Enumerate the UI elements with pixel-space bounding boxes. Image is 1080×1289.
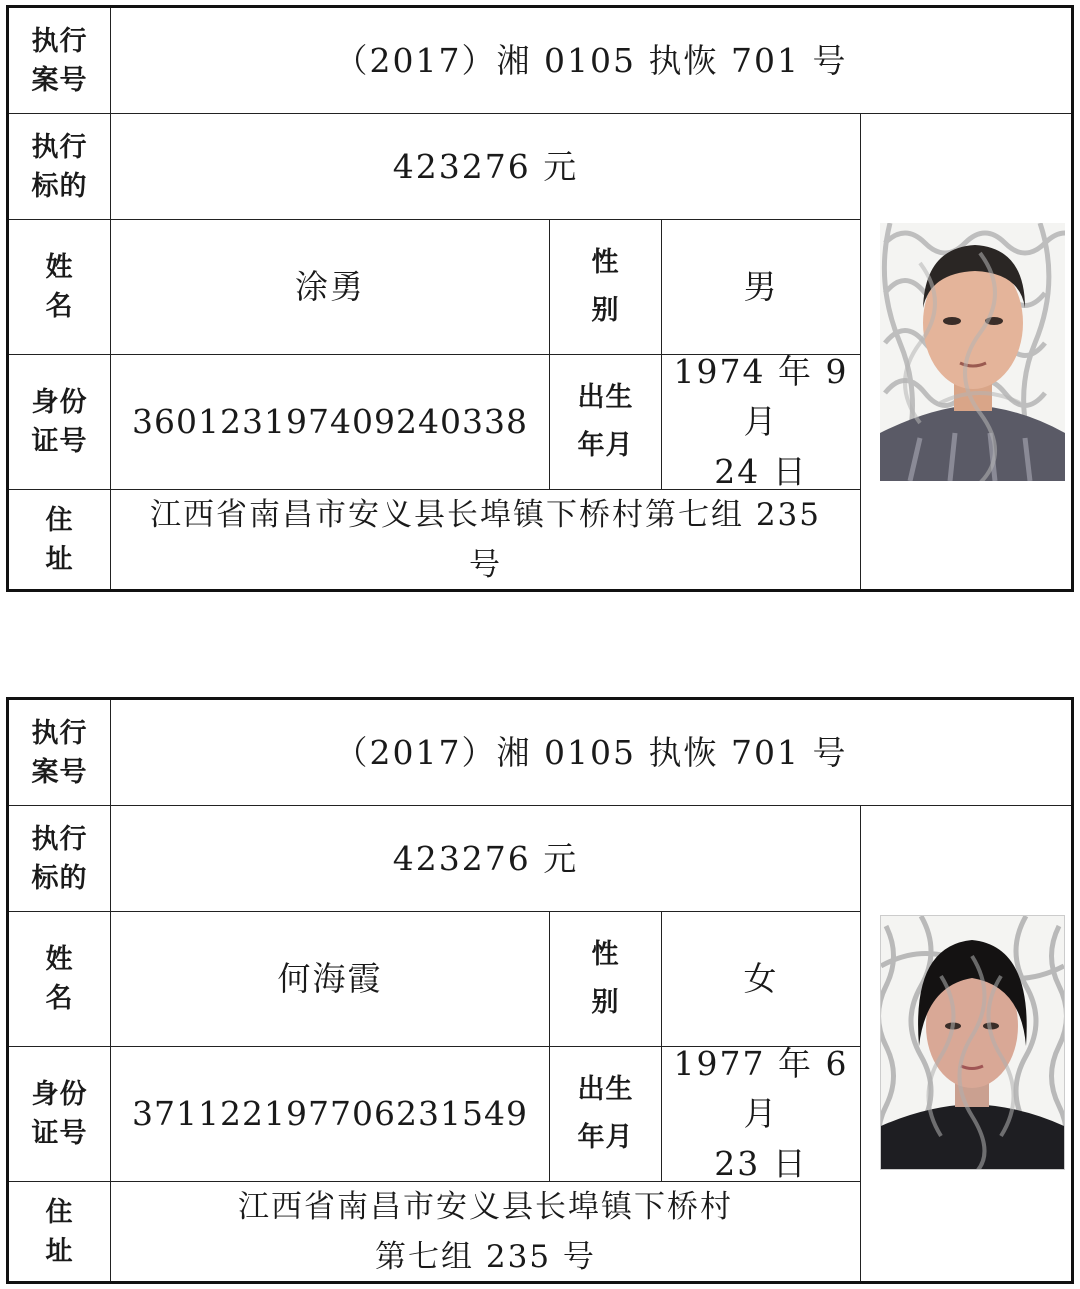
case-no-value: （2017）湘 0105 执恢 701 号 xyxy=(111,700,1071,806)
name-value: 涂勇 xyxy=(111,220,550,355)
record-card-2 xyxy=(6,697,1074,1284)
case-no-label: 执行 案号 xyxy=(9,700,111,806)
birth-label: 出生 年月 xyxy=(550,1047,662,1182)
address-label: 住 址 xyxy=(9,490,111,589)
amount-value: 423276 元 xyxy=(111,806,861,912)
name-value: 何海霞 xyxy=(111,912,550,1047)
case-no-label: 执行 案号 xyxy=(9,8,111,114)
id-label: 身份 证号 xyxy=(9,355,111,490)
id-value: 371122197706231549 xyxy=(111,1047,550,1182)
gender-label: 性 别 xyxy=(550,220,662,355)
id-value: 360123197409240338 xyxy=(111,355,550,490)
gender-label: 性 别 xyxy=(550,912,662,1047)
amount-value: 423276 元 xyxy=(111,114,861,220)
case-no-value: （2017）湘 0105 执恢 701 号 xyxy=(111,8,1071,114)
portrait-photo xyxy=(880,915,1065,1170)
male-portrait-photo-icon xyxy=(880,223,1065,481)
portrait-photo xyxy=(880,223,1065,481)
id-label: 身份 证号 xyxy=(9,1047,111,1182)
record-card-1 xyxy=(6,5,1074,592)
birth-label: 出生 年月 xyxy=(550,355,662,490)
birth-value: 1974 年 9 月 24 日 xyxy=(662,355,861,490)
address-value: 江西省南昌市安义县长埠镇下桥村 第七组 235 号 xyxy=(111,1182,861,1281)
address-label: 住 址 xyxy=(9,1182,111,1281)
name-label: 姓 名 xyxy=(9,912,111,1047)
subject-label: 执行 标的 xyxy=(9,806,111,912)
address-value: 江西省南昌市安义县长埠镇下桥村第七组 235 号 xyxy=(111,490,861,589)
gender-value: 女 xyxy=(662,912,861,1047)
name-label: 姓 名 xyxy=(9,220,111,355)
female-portrait-photo-icon xyxy=(881,916,1064,1169)
gender-value: 男 xyxy=(662,220,861,355)
subject-label: 执行 标的 xyxy=(9,114,111,220)
birth-value: 1977 年 6 月 23 日 xyxy=(662,1047,861,1182)
